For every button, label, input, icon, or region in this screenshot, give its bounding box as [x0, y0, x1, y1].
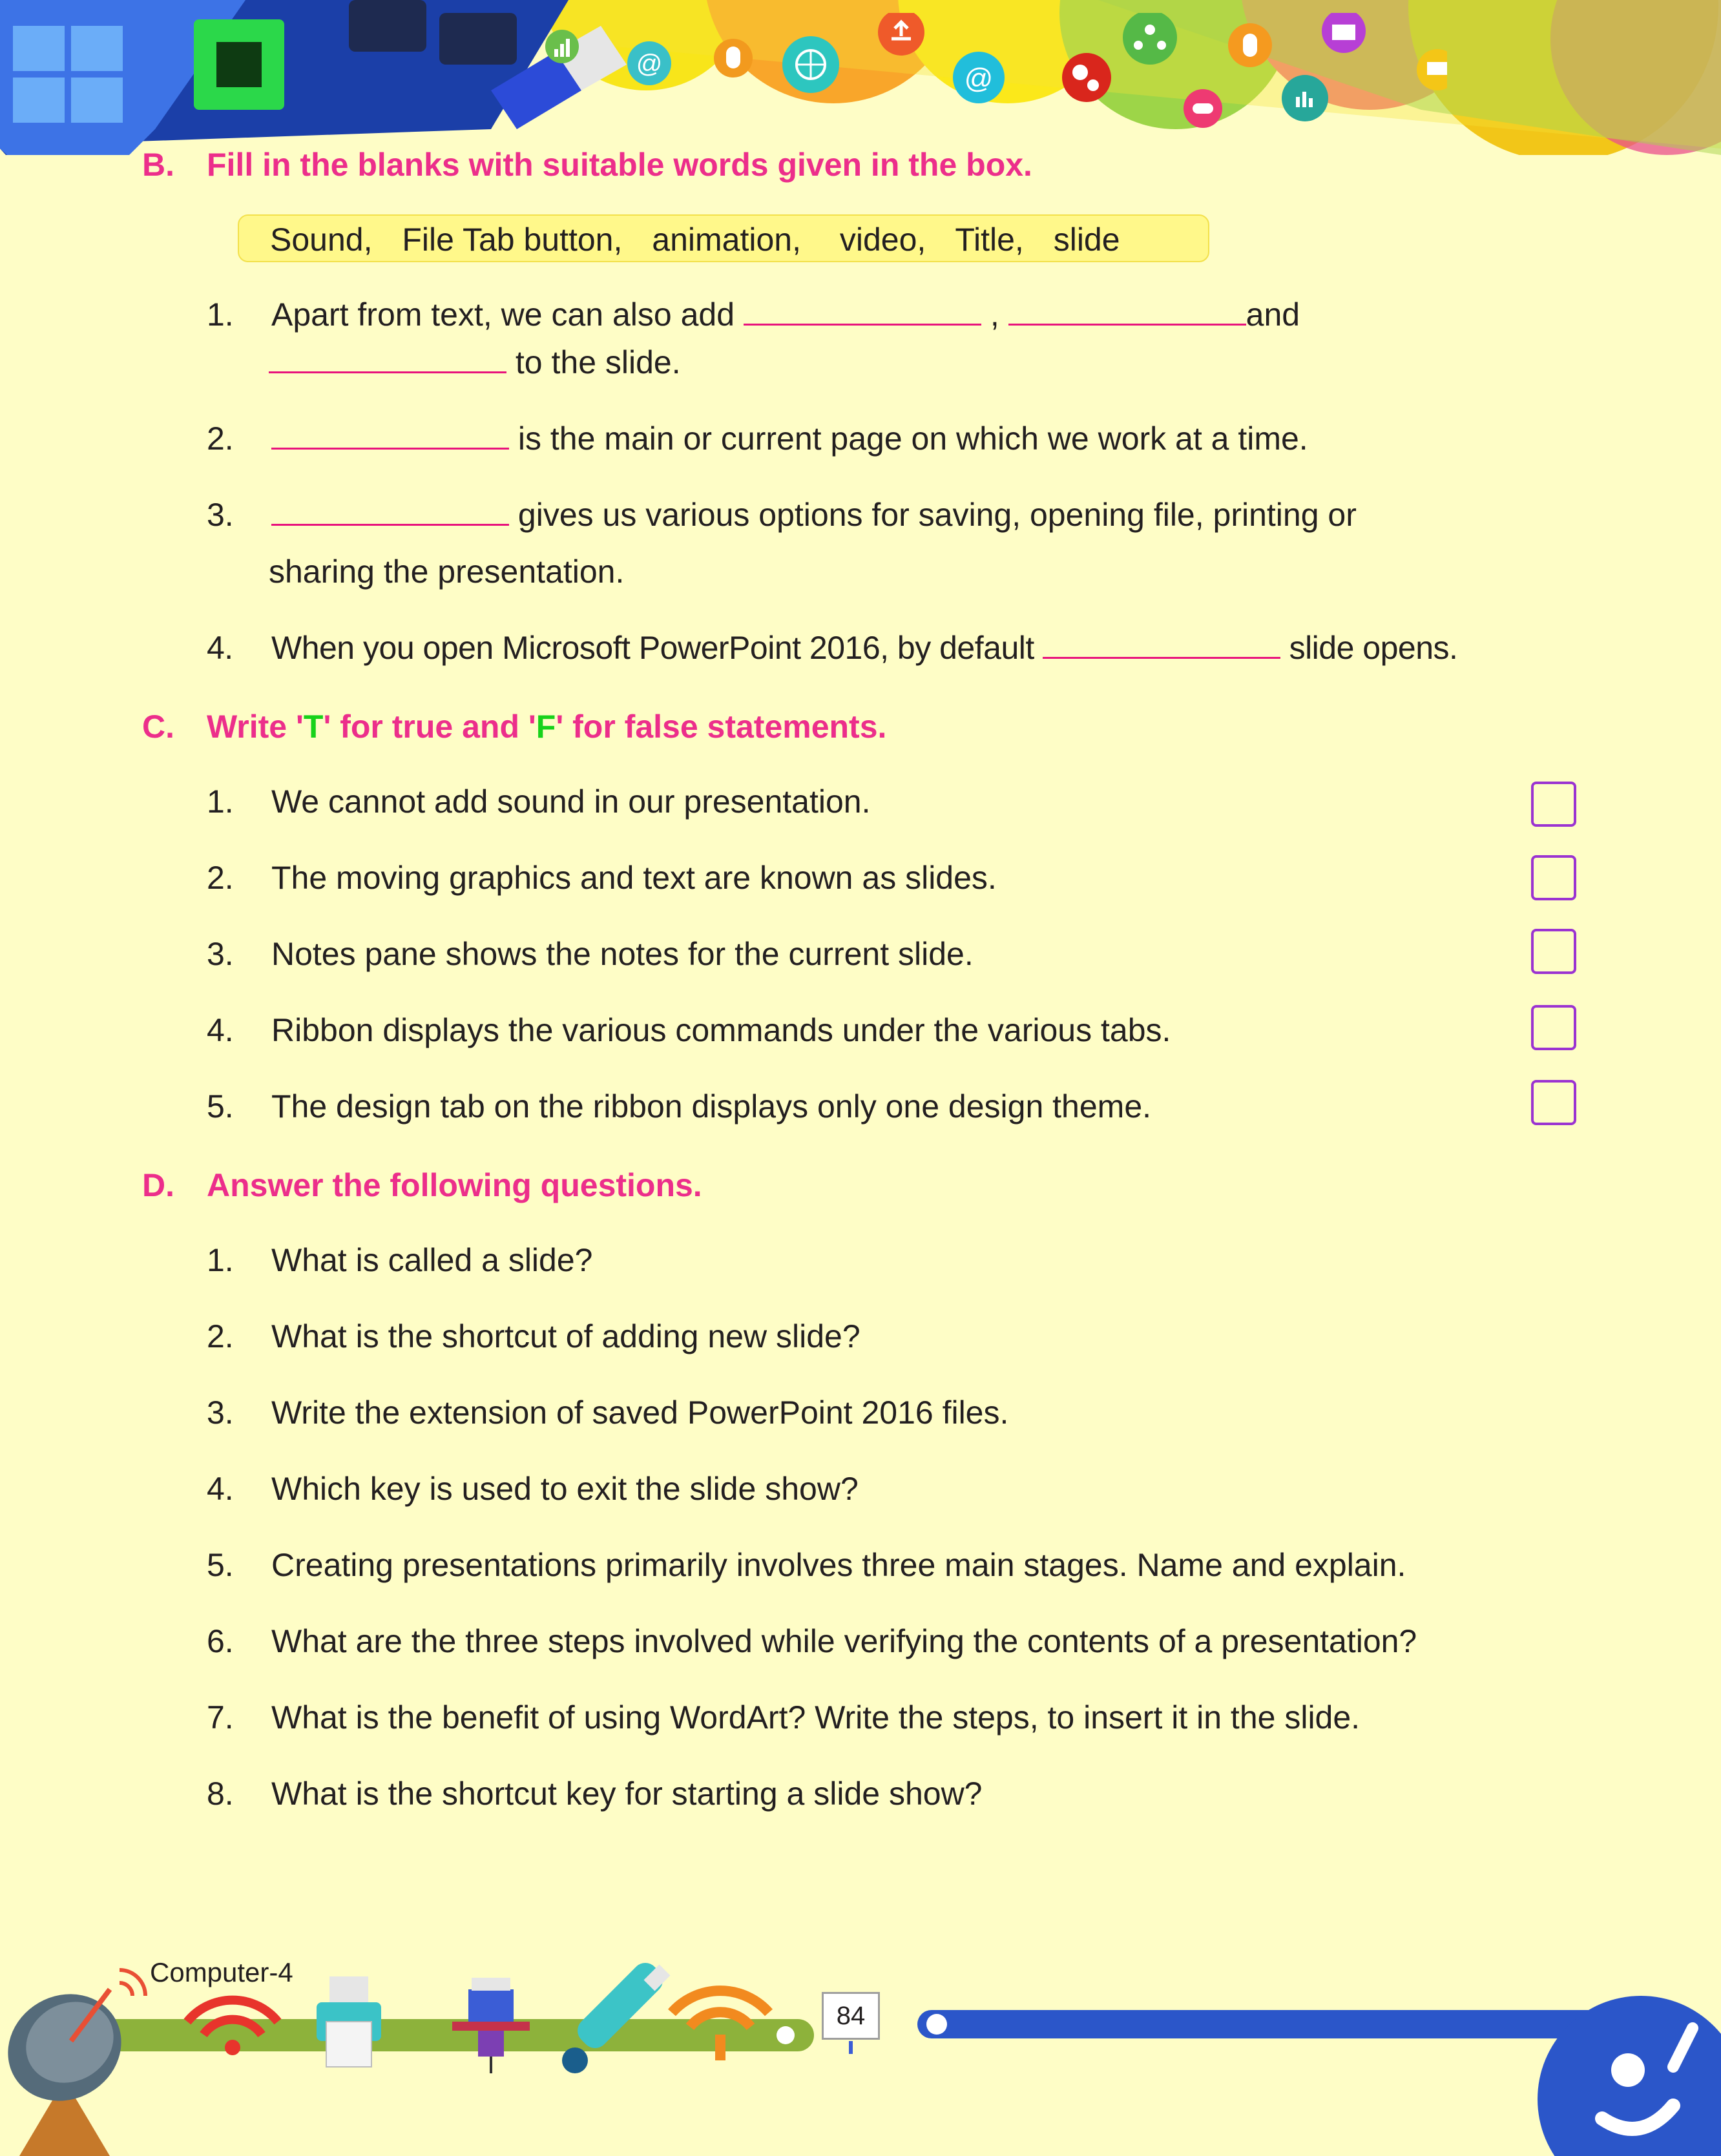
item-text: Which key is used to exit the slide show?: [271, 1471, 859, 1507]
list-item-continuation: sharing the presentation.: [269, 554, 625, 590]
answer-checkbox[interactable]: [1531, 782, 1576, 827]
header-icons: [543, 13, 1447, 142]
gears-icon: [1062, 53, 1111, 102]
item-text: What is the benefit of using WordArt? Write the steps, to insert it in the slide.: [271, 1699, 1361, 1736]
folder-icon: [1322, 13, 1366, 53]
section-title-part: ' for true and ': [323, 709, 536, 745]
list-item: [207, 1470, 859, 1508]
page-number: 84: [822, 1992, 880, 2040]
item-number: 5.: [207, 1547, 234, 1583]
word-option: slide: [1053, 222, 1120, 258]
section-title-part: Write ': [207, 709, 304, 745]
list-item: [207, 1011, 1171, 1049]
answer-blank[interactable]: [271, 497, 509, 526]
item-text: What are the three steps involved while verifying the contents of a presentation?: [271, 1623, 1417, 1659]
item-text: What is the shortcut of adding new slide?: [271, 1318, 860, 1354]
section-c-heading: [142, 708, 886, 745]
section-title-part: ' for false statements.: [556, 709, 887, 745]
item-text: When you open Microsoft PowerPoint 2016, by default: [271, 630, 1034, 666]
false-letter: F: [536, 709, 556, 745]
item-text: is the main or current page on which we work at a time.: [517, 420, 1308, 457]
item-text: Creating presentations primarily involves three main stages. Name and explain.: [271, 1547, 1406, 1583]
mouse-icon-2: [1228, 23, 1272, 67]
item-number: 3.: [207, 497, 234, 533]
item-text: gives us various options for saving, opening file, printing or: [517, 497, 1357, 533]
list-item: [207, 859, 997, 897]
item-number: 2.: [207, 860, 234, 896]
item-text: The moving graphics and text are known as slides.: [271, 860, 997, 896]
item-text: Ribbon displays the various commands under the various tabs.: [271, 1012, 1171, 1048]
answer-checkbox[interactable]: [1531, 1080, 1576, 1125]
section-b-heading: [142, 146, 1032, 183]
item-number: 6.: [207, 1623, 234, 1659]
list-item: [207, 1699, 1360, 1736]
mouse-icon: [714, 39, 753, 78]
list-item: [207, 420, 1308, 457]
item-number: 1.: [207, 783, 234, 820]
list-item: [207, 629, 1457, 667]
network-people-icon: [1123, 13, 1177, 65]
section-letter: C.: [142, 709, 174, 745]
item-text: Write the extension of saved PowerPoint 2016 files.: [271, 1394, 1009, 1431]
item-number: 2.: [207, 420, 234, 457]
book-title: Computer-4: [150, 1957, 293, 1987]
list-item: [207, 1241, 592, 1279]
list-item: [207, 1394, 1008, 1431]
bar-chart-icon: [545, 30, 579, 63]
item-number: 2.: [207, 1318, 234, 1354]
section-letter: B.: [142, 147, 174, 183]
item-number: 5.: [207, 1088, 234, 1125]
word-option: video,: [839, 222, 926, 258]
item-number: 3.: [207, 1394, 234, 1431]
item-number: 4.: [207, 1012, 234, 1048]
list-item: [207, 1318, 860, 1355]
item-text: Apart from text, we can also add: [271, 296, 735, 333]
item-text: What is called a slide?: [271, 1242, 593, 1278]
item-text: What is the shortcut key for starting a slide show?: [271, 1776, 983, 1812]
desk-computer-icon: [452, 1978, 530, 2073]
item-text: and: [1246, 296, 1300, 333]
upload-icon: [878, 13, 924, 56]
list-item: [207, 935, 974, 973]
answer-blank[interactable]: [269, 344, 506, 373]
item-number: 4.: [207, 630, 233, 666]
list-item: [207, 496, 1357, 534]
word-option: Title,: [955, 222, 1024, 258]
section-title: Fill in the blanks with suitable words given in the box.: [207, 147, 1032, 183]
item-text: The design tab on the ribbon displays only one design theme.: [271, 1088, 1152, 1125]
pen-drive-icon: [562, 1958, 671, 2073]
word-option: File Tab button,: [402, 222, 623, 258]
item-number: 3.: [207, 936, 234, 972]
bar-chart-icon-2: [1282, 75, 1328, 121]
svg-text:@: @: [964, 63, 994, 94]
list-item: [207, 783, 871, 820]
list-item: [207, 1088, 1151, 1125]
answer-blank[interactable]: [744, 296, 981, 326]
section-letter: D.: [142, 1167, 174, 1203]
word-box: [238, 214, 1209, 262]
section-d-heading: [142, 1166, 702, 1204]
item-number: 7.: [207, 1699, 234, 1736]
item-text: Notes pane shows the notes for the current slide.: [271, 936, 974, 972]
item-number: 1.: [207, 296, 234, 333]
list-item-continuation: [269, 344, 681, 381]
word-option: animation,: [652, 222, 801, 258]
item-number: 1.: [207, 1242, 234, 1278]
answer-blank[interactable]: [271, 420, 509, 450]
answer-checkbox[interactable]: [1531, 855, 1576, 900]
separator: ,: [990, 296, 999, 333]
svg-text:@: @: [636, 50, 663, 78]
printer-icon: [317, 1976, 381, 2067]
list-item: [207, 1546, 1406, 1584]
word-option: Sound,: [270, 222, 373, 258]
answer-blank[interactable]: [1008, 296, 1246, 326]
game-controller-icon: [1184, 89, 1222, 128]
answer-blank[interactable]: [1043, 630, 1280, 659]
item-text: We cannot add sound in our presentation.: [271, 783, 871, 820]
true-letter: T: [303, 709, 324, 745]
item-text: to the slide.: [515, 344, 681, 380]
list-item: [207, 296, 1300, 333]
satellite-dish-icon: [0, 1970, 145, 2156]
globe-icon: [782, 36, 839, 93]
at-sign-icon-2: [953, 52, 1005, 103]
monitor-icon: [1417, 49, 1447, 90]
item-text: slide opens.: [1289, 630, 1458, 666]
item-number: 8.: [207, 1776, 234, 1812]
section-title: Answer the following questions.: [207, 1167, 702, 1203]
answer-checkbox[interactable]: [1531, 1005, 1576, 1050]
answer-checkbox[interactable]: [1531, 929, 1576, 974]
at-sign-icon: [627, 41, 671, 85]
list-item: [207, 1775, 983, 1812]
list-item: [207, 1622, 1417, 1660]
item-number: 4.: [207, 1471, 234, 1507]
